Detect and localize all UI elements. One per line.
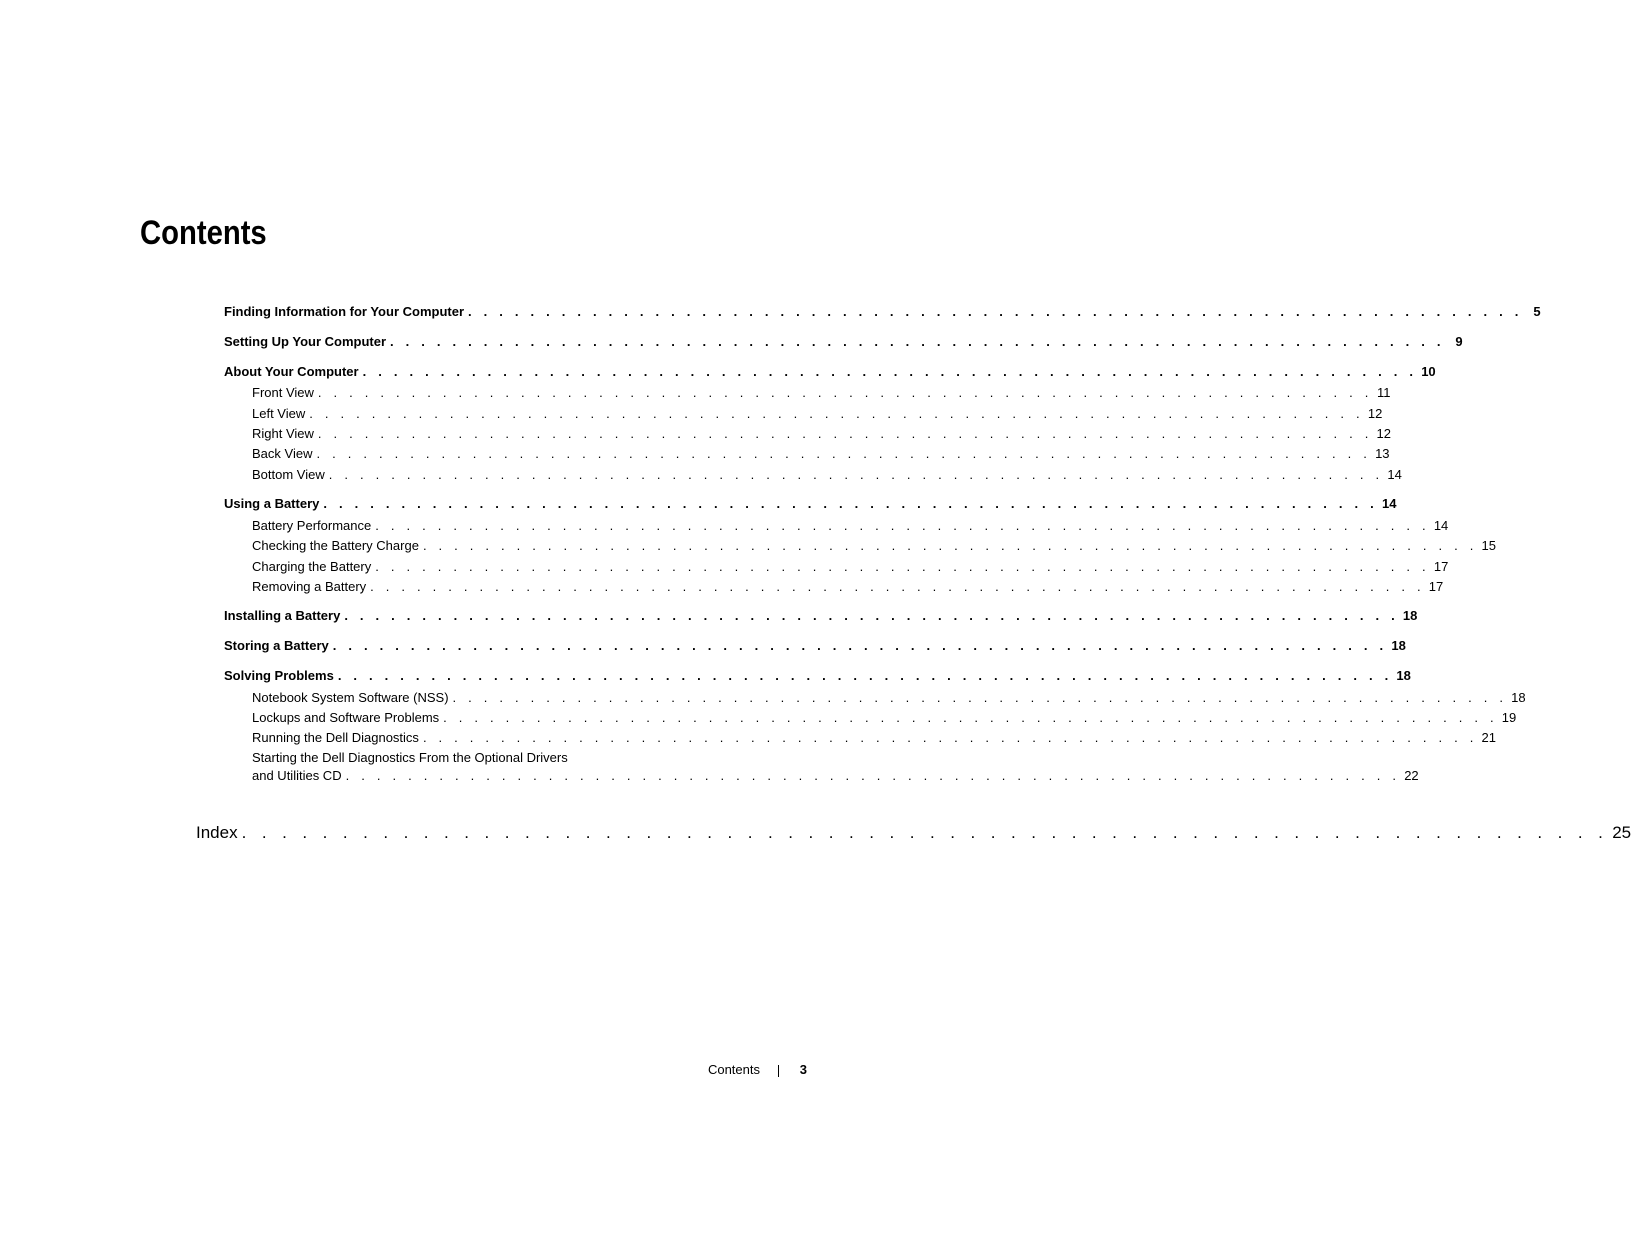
toc-entry-page: 12 xyxy=(1367,406,1383,421)
toc-entry[interactable] xyxy=(224,668,1411,684)
toc-subentry[interactable] xyxy=(252,730,1497,746)
toc-entry-page: 18 xyxy=(1402,608,1418,623)
toc-entry-page: 22 xyxy=(1404,768,1419,783)
footer-section-label: Contents xyxy=(707,1062,760,1077)
toc-entry-label: Back View xyxy=(252,446,313,461)
toc-entry-page: 18 xyxy=(1396,668,1411,683)
toc-entry[interactable] xyxy=(224,364,1436,380)
dot-leader: . . . . . . . . . . . . . . . . . . . . . . . . . . . . . . . . . . . . . . . . . . . . . . . . . . . . . . . . . . . . . . . . . . . . xyxy=(337,668,1393,683)
toc-entry[interactable] xyxy=(224,334,1463,350)
dot-leader: . . . . . . . . . . . . . . . . . . . . . . . . . . . . . . . . . . . . . . . . . . . . . . . . . . . . . . . . . . . . . . . . . . . . xyxy=(362,364,1418,379)
dot-leader: . . . . . . . . . . . . . . . . . . . . . . . . . . . . . . . . . . . . . . . . . . . . . . . . . . . . . . . . . . . . . . . . . . . . xyxy=(317,426,1373,441)
toc-entry-page: 15 xyxy=(1481,538,1497,553)
toc-entry-label: Bottom View xyxy=(252,467,325,482)
toc-subentry[interactable] xyxy=(252,467,1402,483)
dot-leader: . . . . . . . . . . . . . . . . . . . . . . . . . . . . . . . . . . . . . . . . . . . . . . . . . . . . . . . . . . . . . . . . . . . . xyxy=(375,559,1430,574)
toc-entry-page: 14 xyxy=(1387,467,1402,482)
toc-entry-page: 17 xyxy=(1433,559,1449,574)
toc-entry-label: Solving Problems xyxy=(224,668,334,683)
toc-entry-label: Lockups and Software Problems xyxy=(252,710,440,725)
toc-entry-label: Left View xyxy=(252,406,306,421)
toc-entry-page: 18 xyxy=(1511,690,1526,705)
toc-entry-label: Front View xyxy=(252,385,314,400)
toc-subentry[interactable] xyxy=(252,710,1517,726)
toc-entry-page: 19 xyxy=(1501,710,1517,725)
toc-subentry[interactable] xyxy=(252,406,1383,422)
dot-leader: . . . . . . . . . . . . . . . . . . . . . . . . . . . . . . . . . . . . . . . . . . . . . . . . . . . . . . . . . . . . . . . . . . . . xyxy=(332,638,1388,653)
toc-subentry-first-line[interactable]: Starting the Dell Diagnostics From the Optional Drivers xyxy=(252,750,568,765)
dot-leader: . . . . . . . . . . . . . . . . . . . . . . . . . . . . . . . . . . . . . . . . . . . . . . . . . . . . . . . . . . . . . . . . . . . . xyxy=(316,446,1372,461)
toc-subentry[interactable] xyxy=(252,446,1390,462)
toc-entry-page: 9 xyxy=(1455,334,1463,349)
toc-entry[interactable] xyxy=(224,304,1541,320)
page-title: Contents xyxy=(140,214,267,252)
toc-entry-label: Removing a Battery xyxy=(252,579,367,594)
dot-leader: . . . . . . . . . . . . . . . . . . . . . . . . . . . . . . . . . . . . . . . . . . . . . . . . . . . . . . . . . . . . . . . . . . . . xyxy=(443,710,1498,725)
toc-subentry[interactable] xyxy=(252,426,1391,442)
dot-leader: . . . . . . . . . . . . . . . . . . . . . . . . . . . . . . . . . . . . . . . . . . . . . . . . . . . . . . . . . . . . . . . . . . . . xyxy=(422,730,1478,745)
dot-leader: . . . . . . . . . . . . . . . . . . . . . . . . . . . . . . . . . . . . . . . . . . . . . . . . . . . . . . . . . . . . . . . . . . . . xyxy=(468,304,1523,319)
toc-entry-page: 25 xyxy=(1612,823,1631,842)
footer-divider xyxy=(778,1065,779,1077)
toc-subentry[interactable] xyxy=(252,579,1444,595)
toc-entry-label: Index xyxy=(196,823,238,842)
dot-leader: . . . . . . . . . . . . . . . . . . . . . . . . . . . . . . . . . . . . . . . . . . . . . . . . . . . . . . . . . . . . . . . . . . . . xyxy=(309,406,1364,421)
toc-entry-label: Right View xyxy=(252,426,314,441)
toc-subentry[interactable] xyxy=(252,690,1526,706)
toc-entry-page: 11 xyxy=(1377,385,1391,400)
toc-entry-page: 17 xyxy=(1428,579,1444,594)
dot-leader: . . . . . . . . . . . . . . . . . . . . . . . . . . . . . . . . . . . . . . . . . . . . . . . . . . . . . . . . . . . . . . . . . . . . xyxy=(375,518,1430,533)
toc-entry-label: Running the Dell Diagnostics xyxy=(252,730,419,745)
toc-entry-page: 14 xyxy=(1433,518,1449,533)
toc-entry[interactable] xyxy=(224,638,1406,654)
toc-entry-page: 14 xyxy=(1381,496,1397,511)
dot-leader: . . . . . . . . . . . . . . . . . . . . . . . . . . . . . . . . . . . . . . . . . . . . . . . . . . . . . . . . . . . . . . . . . . . . xyxy=(241,823,1609,842)
dot-leader: . . . . . . . . . . . . . . . . . . . . . . . . . . . . . . . . . . . . . . . . . . . . . . . . . . . . . . . . . . . . . . . . . . . . xyxy=(317,385,1373,400)
toc-entry-label: Battery Performance xyxy=(252,518,372,533)
toc-entry-label: Storing a Battery xyxy=(224,638,329,653)
dot-leader: . . . . . . . . . . . . . . . . . . . . . . . . . . . . . . . . . . . . . . . . . . . . . . . . . . . . . . . . . . . . . . . . . . . . xyxy=(452,690,1508,705)
toc-entry-label: Charging the Battery xyxy=(252,559,372,574)
toc-entry-label: and Utilities CD xyxy=(252,768,342,783)
toc-entry-page: 10 xyxy=(1421,364,1436,379)
toc-entry-label: About Your Computer xyxy=(224,364,359,379)
toc-subentry[interactable] xyxy=(252,385,1391,401)
toc-entry-label: Installing a Battery xyxy=(224,608,341,623)
dot-leader: . . . . . . . . . . . . . . . . . . . . . . . . . . . . . . . . . . . . . . . . . . . . . . . . . . . . . . . . . . . . . . . . . . . . xyxy=(422,538,1478,553)
toc-entry[interactable] xyxy=(224,496,1397,512)
toc-subentry[interactable] xyxy=(252,559,1449,575)
toc-subentry[interactable] xyxy=(252,518,1449,534)
toc-entry-page: 21 xyxy=(1481,730,1497,745)
dot-leader: . . . . . . . . . . . . . . . . . . . . . . . . . . . . . . . . . . . . . . . . . . . . . . . . . . . . . . . . . . . . . . . . . . . . xyxy=(370,579,1425,594)
toc-entry-page: 5 xyxy=(1533,304,1541,319)
toc-subentry[interactable] xyxy=(252,768,1419,784)
toc-entry-label: Finding Information for Your Computer xyxy=(224,304,464,319)
page-footer xyxy=(600,1062,807,1080)
toc-entry[interactable] xyxy=(224,608,1418,624)
toc-entry-label: Using a Battery xyxy=(224,496,320,511)
toc-entry-page: 18 xyxy=(1391,638,1406,653)
toc-entry-label: Setting Up Your Computer xyxy=(224,334,387,349)
dot-leader: . . . . . . . . . . . . . . . . . . . . . . . . . . . . . . . . . . . . . . . . . . . . . . . . . . . . . . . . . . . . . . . . . . . . xyxy=(344,608,1399,623)
toc-entry-label: Notebook System Software (NSS) xyxy=(252,690,449,705)
footer-page-number: 3 xyxy=(799,1062,807,1077)
dot-leader: . . . . . . . . . . . . . . . . . . . . . . . . . . . . . . . . . . . . . . . . . . . . . . . . . . . . . . . . . . . . . . . . . . . . xyxy=(390,334,1445,349)
toc-entry-label: Checking the Battery Charge xyxy=(252,538,419,553)
toc-entry-page: 13 xyxy=(1375,446,1390,461)
dot-leader: . . . . . . . . . . . . . . . . . . . . . . . . . . . . . . . . . . . . . . . . . . . . . . . . . . . . . . . . . . . . . . . . . . . . xyxy=(323,496,1378,511)
dot-leader: . . . . . . . . . . . . . . . . . . . . . . . . . . . . . . . . . . . . . . . . . . . . . . . . . . . . . . . . . . . . . . . . . . . . xyxy=(328,467,1384,482)
toc-entry-page: 12 xyxy=(1376,426,1391,441)
toc-chapter-entry[interactable] xyxy=(196,823,1631,843)
toc-subentry[interactable] xyxy=(252,538,1497,554)
dot-leader: . . . . . . . . . . . . . . . . . . . . . . . . . . . . . . . . . . . . . . . . . . . . . . . . . . . . . . . . . . . . . . . . . . . . xyxy=(345,768,1401,783)
